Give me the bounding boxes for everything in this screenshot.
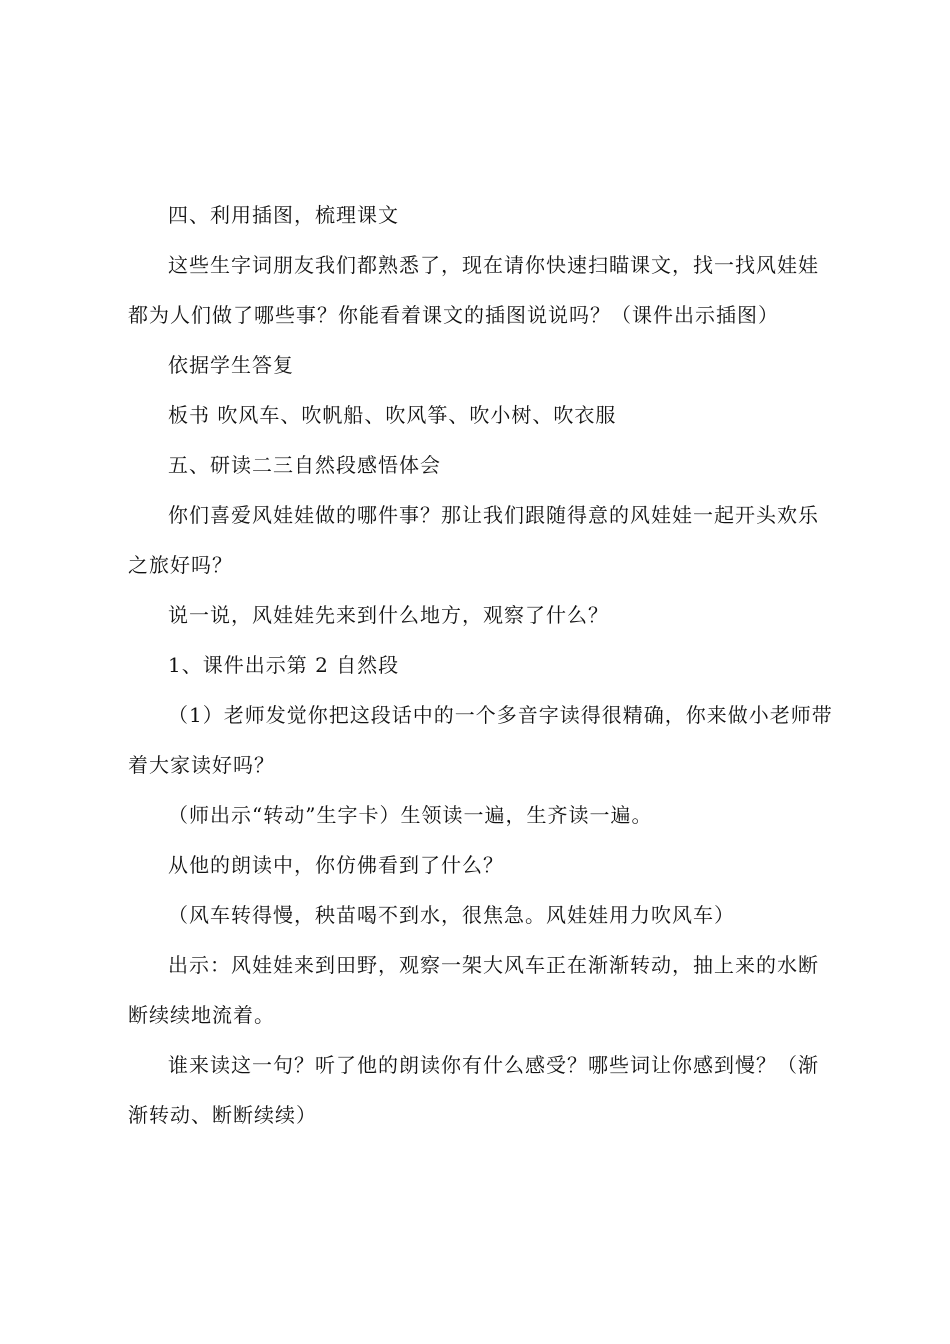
paragraph: 说一说，风娃娃先来到什么地方，观察了什么？ bbox=[168, 603, 609, 627]
paragraph: （风车转得慢，秧苗喝不到水，很焦急。风娃娃用力吹风车） bbox=[168, 903, 735, 927]
paragraph: 依据学生答复 bbox=[168, 353, 294, 377]
section-heading-4: 四、利用插图，梳理课文 bbox=[168, 203, 399, 227]
paragraph: 你们喜爱风娃娃做的哪件事？那让我们跟随得意的风娃娃一起开头欢乐之旅好吗？ bbox=[128, 503, 819, 577]
paragraph: 出示：风娃娃来到田野，观察一架大风车正在渐渐转动，抽上来的水断断续续地流着。 bbox=[128, 953, 819, 1027]
sub-heading: 1、课件出示第 2 自然段 bbox=[168, 653, 400, 677]
section-heading-5: 五、研读二三自然段感悟体会 bbox=[168, 453, 441, 477]
document-body bbox=[128, 190, 833, 1140]
paragraph: 从他的朗读中，你仿佛看到了什么？ bbox=[168, 853, 504, 877]
paragraph: （1）老师发觉你把这段话中的一个多音字读得很精确，你来做小老师带着大家读好吗？ bbox=[128, 703, 833, 777]
paragraph: 这些生字词朋友我们都熟悉了，现在请你快速扫瞄课文，找一找风娃娃都为人们做了哪些事？你能看着课文的插图说说吗？（课件出示插图） bbox=[128, 253, 819, 327]
blackboard-note: 板书 吹风车、吹帆船、吹风筝、吹小树、吹衣服 bbox=[168, 403, 617, 427]
paragraph: （师出示“转动”生字卡）生领读一遍，生齐读一遍。 bbox=[168, 803, 653, 827]
paragraph: 谁来读这一句？听了他的朗读你有什么感受？哪些词让你感到慢？（渐渐转动、断断续续） bbox=[128, 1053, 819, 1127]
